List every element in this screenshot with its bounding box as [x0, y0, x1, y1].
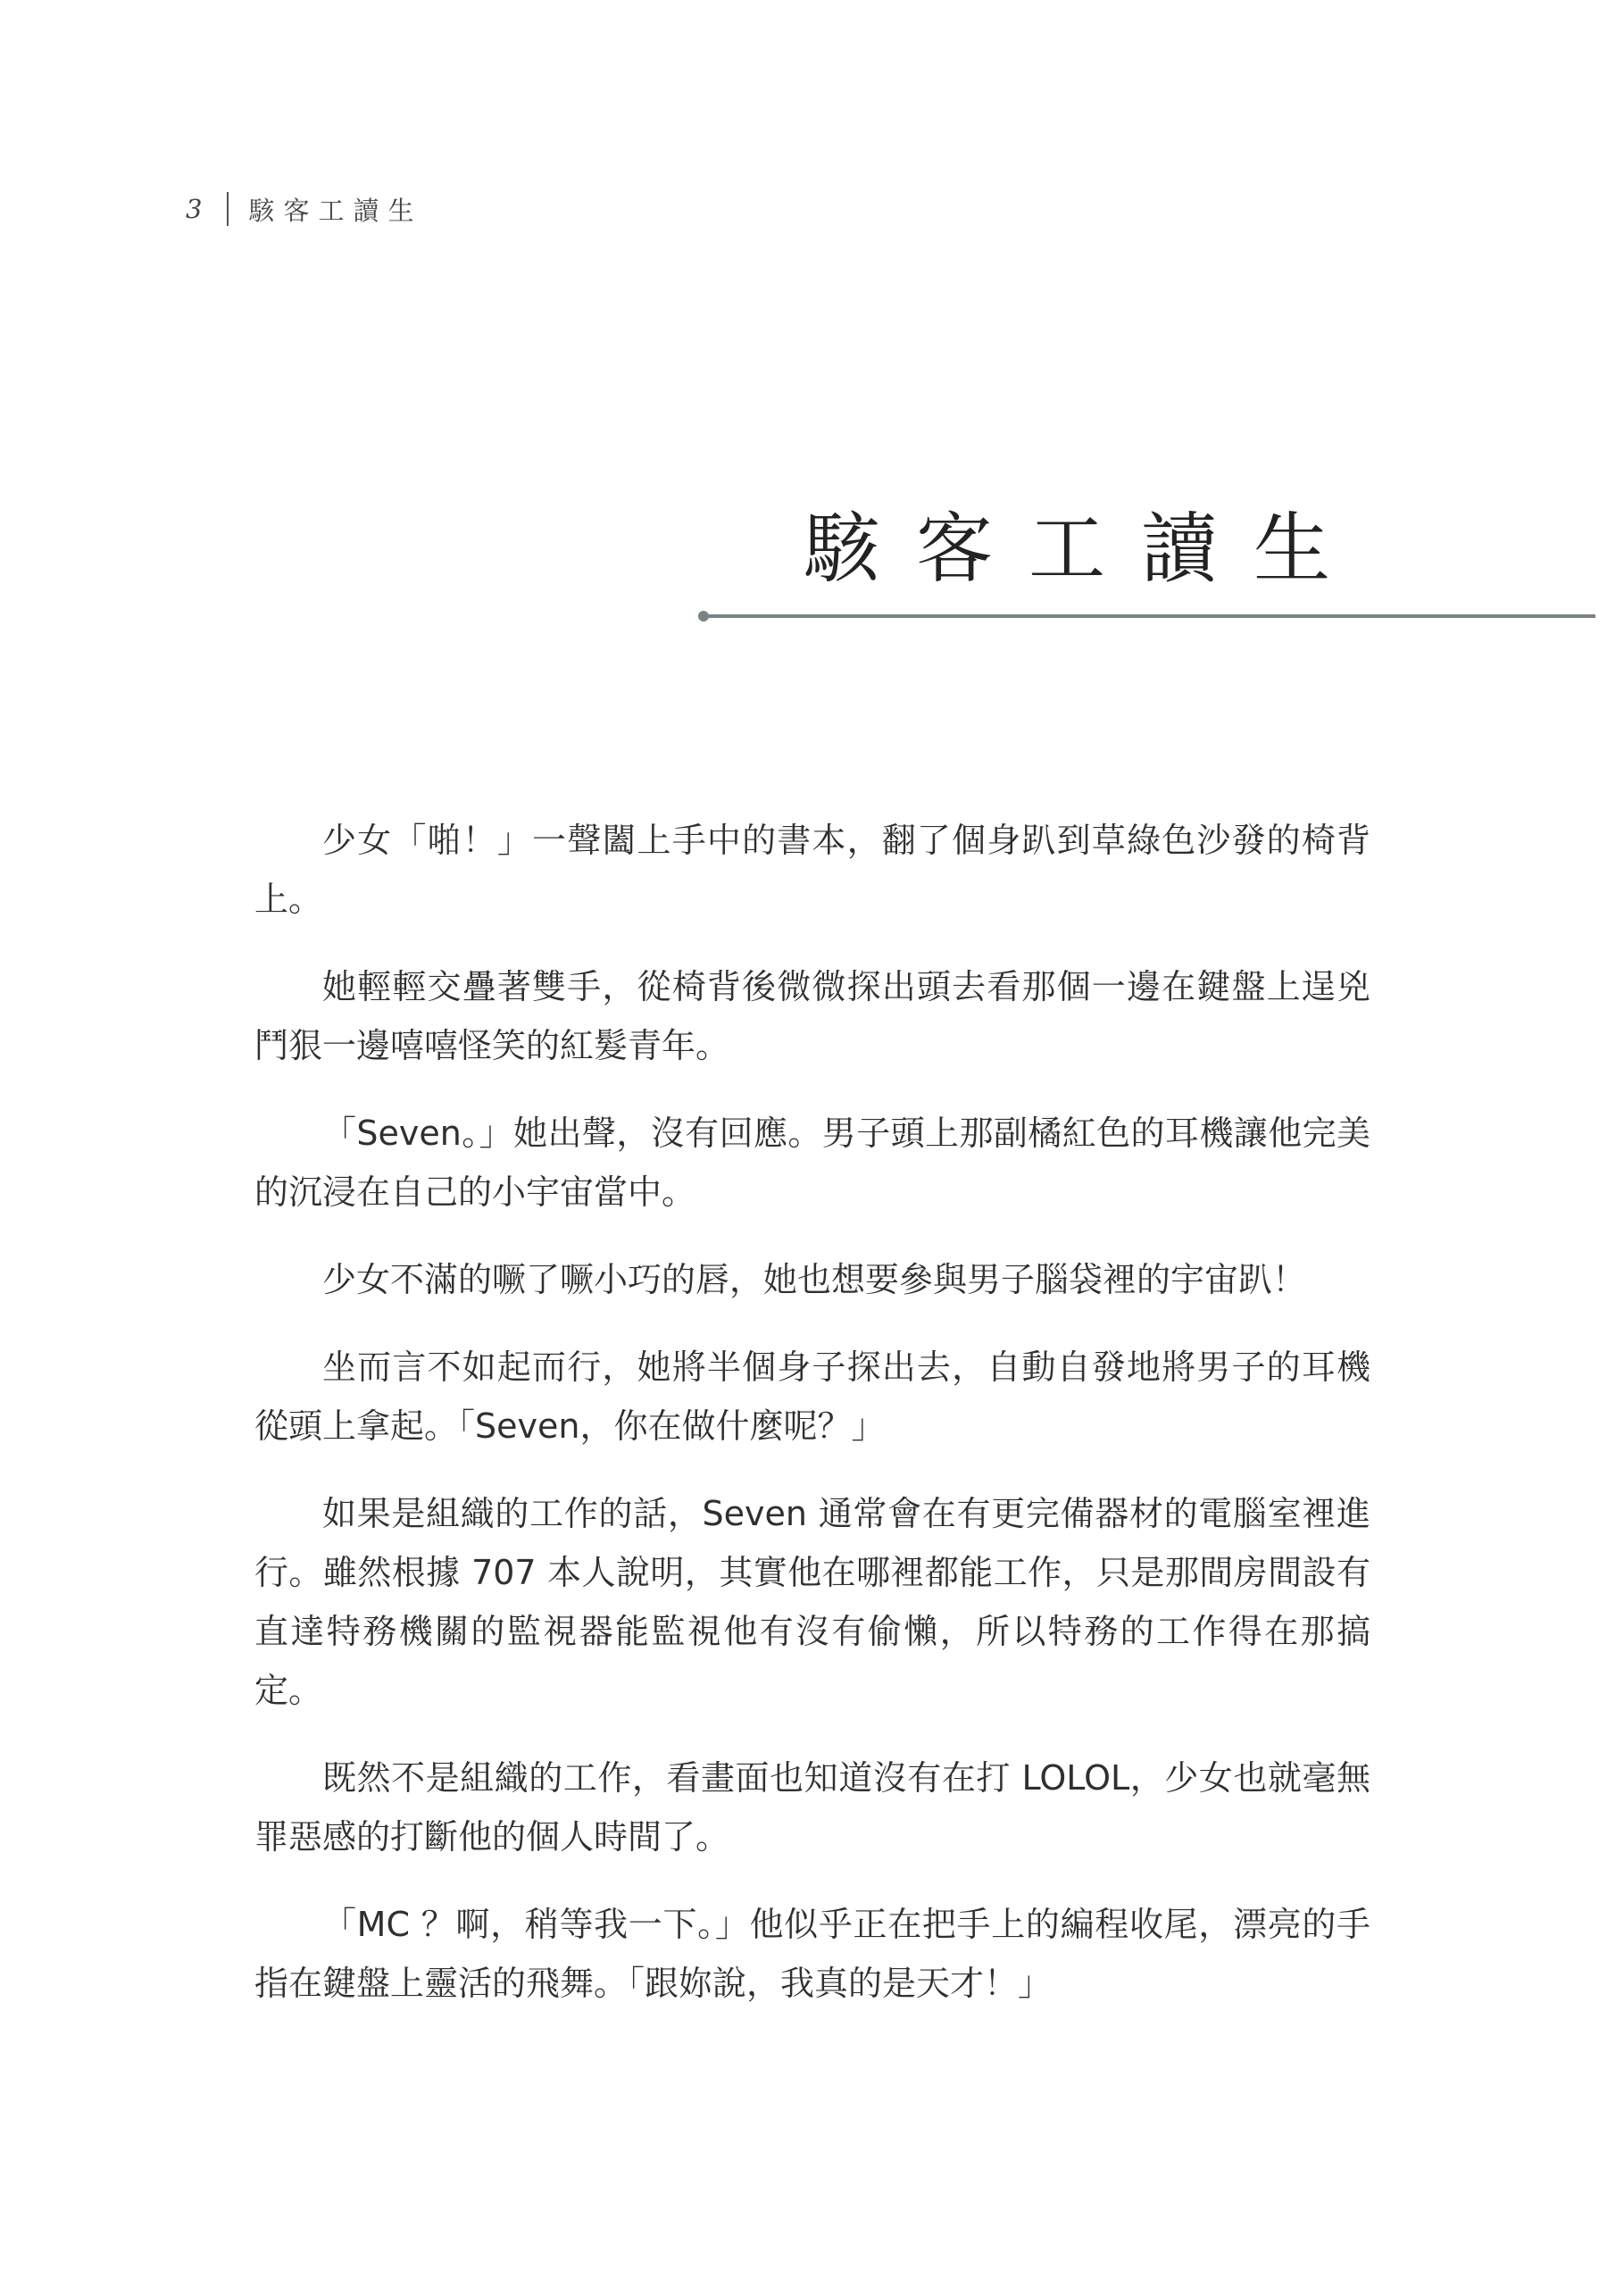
- paragraph: 如果是組織的工作的話，Seven 通常會在有更完備器材的電腦室裡進行。雖然根據 707 本人說明，其實他在哪裡都能工作，只是那間房間設有直達特務機關的監視器能監視他有沒有偷懶，所以特務的工作得在那搞定。: [254, 1494, 1370, 1710]
- header-divider: [227, 192, 229, 226]
- paragraph: 既然不是組織的工作，看畫面也知道沒有在打 LOLOL，少女也就毫無罪惡感的打斷他的個人時間了。: [254, 1758, 1370, 1857]
- paragraph: 「Seven。」她出聲，沒有回應。男子頭上那副橘紅色的耳機讓他完美的沉浸在自己的小宇宙當中。: [254, 1114, 1370, 1212]
- running-header: [186, 191, 422, 227]
- paragraph: 少女「啪！」一聲闔上手中的書本，翻了個身趴到草綠色沙發的椅背上。: [254, 821, 1370, 919]
- running-book-title: 駭客工讀生: [248, 195, 423, 226]
- title-rule: [703, 614, 1595, 618]
- paragraph: 少女不滿的噘了噘小巧的唇，她也想要參與男子腦袋裡的宇宙趴！: [322, 1260, 1307, 1299]
- paragraph: 坐而言不如起而行，她將半個身子探出去，自動自發地將男子的耳機從頭上拿起。「Seven，你在做什麼呢？」: [254, 1348, 1370, 1446]
- page-number: 3: [186, 194, 203, 224]
- chapter-title: 駭客工讀生: [804, 505, 1366, 594]
- paragraph: 她輕輕交疊著雙手，從椅背後微微探出頭去看那個一邊在鍵盤上逞兇鬥狠一邊嘻嘻怪笑的紅髮青年。: [254, 967, 1370, 1065]
- paragraph: 「MC ？啊，稍等我一下。」他似乎正在把手上的編程收尾，漂亮的手指在鍵盤上靈活的飛舞。「跟妳說，我真的是天才！」: [254, 1905, 1370, 2003]
- body-text: [254, 811, 1370, 2041]
